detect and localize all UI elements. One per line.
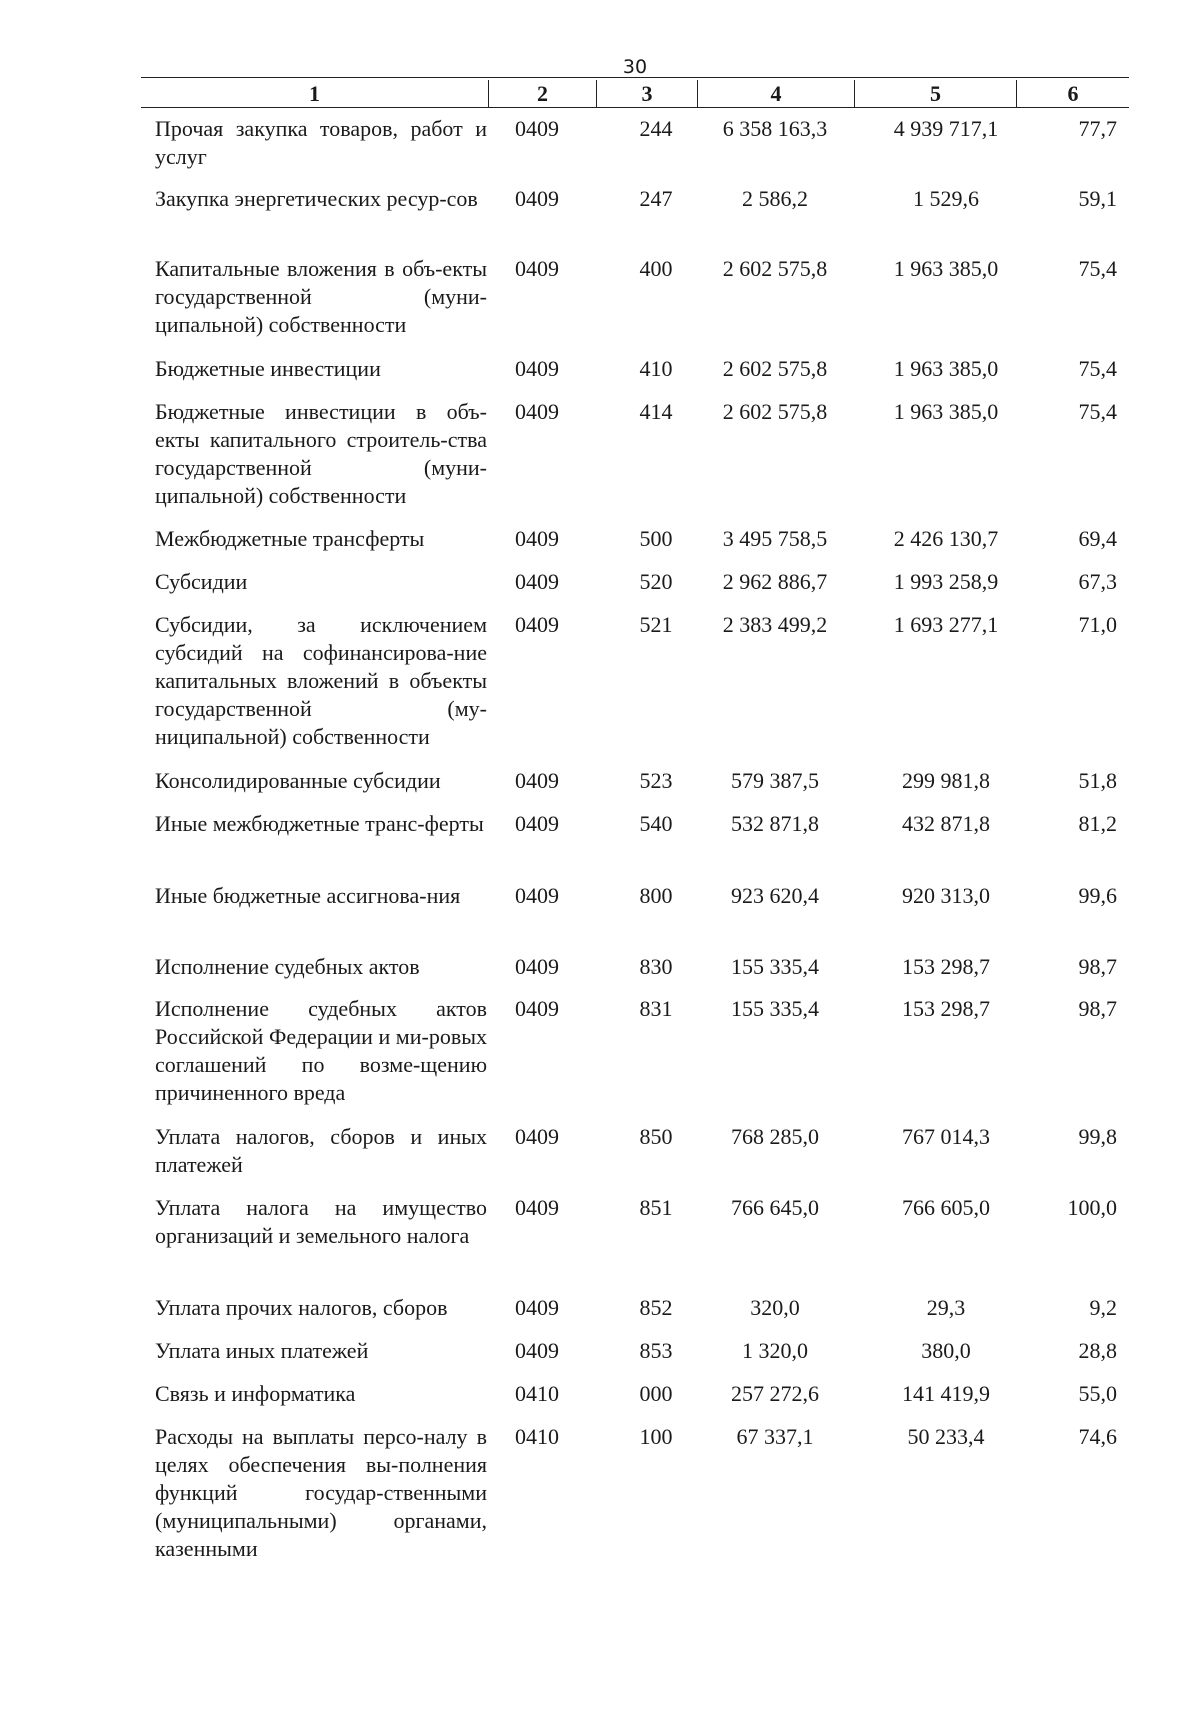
row-plan-value: 155 335,4: [731, 954, 819, 979]
row-plan-value: 532 871,8: [731, 811, 819, 836]
row-fact-value: 153 298,7: [902, 996, 990, 1021]
row-expense-type: 414: [639, 399, 673, 424]
row-expense-type: 500: [639, 526, 673, 551]
row-percent: 98,7: [1078, 996, 1117, 1021]
row-expense-type: 100: [639, 1424, 673, 1449]
row-plan-value: 768 285,0: [731, 1124, 819, 1149]
row-section-code: 0409: [515, 569, 559, 594]
row-section-code: 0409: [515, 1338, 559, 1363]
row-section-code: 0409: [515, 399, 559, 424]
row-percent: 51,8: [1078, 768, 1117, 793]
row-fact-value: 1 529,6: [913, 186, 979, 211]
row-fact-value: 1 693 277,1: [893, 612, 999, 637]
header-col-3: 3: [597, 80, 698, 107]
row-fact-value: 380,0: [921, 1338, 971, 1363]
row-plan-value: 67 337,1: [736, 1424, 814, 1449]
row-fact-value: 50 233,4: [907, 1424, 985, 1449]
row-name: Иные межбюджетные транс-ферты: [155, 811, 484, 836]
row-section-code: 0409: [515, 996, 559, 1021]
row-fact-value: 1 993 258,9: [893, 569, 999, 594]
row-fact-value: 141 419,9: [902, 1381, 990, 1406]
row-percent: 9,2: [1089, 1295, 1117, 1320]
row-plan-value: 257 272,6: [731, 1381, 819, 1406]
row-section-code: 0410: [515, 1424, 559, 1449]
row-expense-type: 523: [639, 768, 673, 793]
row-percent: 99,6: [1078, 883, 1117, 908]
table-header: [141, 80, 1129, 107]
row-expense-type: 850: [639, 1124, 673, 1149]
row-name: Закупка энергетических ресур-сов: [155, 186, 478, 211]
row-plan-value: 6 358 163,3: [722, 116, 828, 141]
row-fact-value: 1 963 385,0: [893, 256, 999, 281]
row-name: Связь и информатика: [155, 1381, 356, 1406]
row-percent: 67,3: [1078, 569, 1117, 594]
row-plan-value: 1 320,0: [742, 1338, 808, 1363]
row-section-code: 0409: [515, 768, 559, 793]
row-section-code: 0409: [515, 186, 559, 211]
row-name: Бюджетные инвестиции в объ-екты капитального строитель-ства государственной (муни-ципальной) собственности: [155, 399, 487, 508]
row-section-code: 0409: [515, 811, 559, 836]
row-name: Межбюджетные трансферты: [155, 526, 425, 551]
row-expense-type: 800: [639, 883, 673, 908]
header-col-2: 2: [489, 80, 597, 107]
row-percent: 100,0: [1067, 1195, 1117, 1220]
row-section-code: 0409: [515, 883, 559, 908]
row-expense-type: 400: [639, 256, 673, 281]
row-plan-value: 2 383 499,2: [722, 612, 828, 637]
row-expense-type: 851: [639, 1195, 673, 1220]
row-section-code: 0409: [515, 256, 559, 281]
row-name: Бюджетные инвестиции: [155, 356, 381, 381]
row-fact-value: 767 014,3: [902, 1124, 990, 1149]
row-fact-value: 299 981,8: [902, 768, 990, 793]
row-fact-value: 153 298,7: [902, 954, 990, 979]
row-percent: 59,1: [1078, 186, 1117, 211]
table-top-rule: [141, 77, 1129, 78]
row-percent: 81,2: [1078, 811, 1117, 836]
row-percent: 55,0: [1078, 1381, 1117, 1406]
row-percent: 69,4: [1078, 526, 1117, 551]
row-name: Уплата прочих налогов, сборов: [155, 1295, 448, 1320]
row-expense-type: 520: [639, 569, 673, 594]
row-fact-value: 432 871,8: [902, 811, 990, 836]
row-section-code: 0409: [515, 116, 559, 141]
row-expense-type: 000: [639, 1381, 673, 1406]
row-section-code: 0409: [515, 612, 559, 637]
row-expense-type: 410: [639, 356, 673, 381]
row-expense-type: 830: [639, 954, 673, 979]
page-number: 30: [622, 56, 648, 78]
row-plan-value: 923 620,4: [731, 883, 819, 908]
row-plan-value: 2 962 886,7: [722, 569, 828, 594]
row-fact-value: 1 963 385,0: [893, 399, 999, 424]
row-expense-type: 540: [639, 811, 673, 836]
row-plan-value: 155 335,4: [731, 996, 819, 1021]
row-fact-value: 2 426 130,7: [893, 526, 999, 551]
row-expense-type: 852: [639, 1295, 673, 1320]
row-expense-type: 244: [639, 116, 673, 141]
row-plan-value: 2 586,2: [742, 186, 808, 211]
row-section-code: 0409: [515, 954, 559, 979]
row-name: Уплата налога на имущество организаций и земельного налога: [155, 1195, 487, 1248]
row-fact-value: 4 939 717,1: [893, 116, 999, 141]
row-plan-value: 2 602 575,8: [722, 356, 828, 381]
row-section-code: 0409: [515, 1295, 559, 1320]
row-name: Капитальные вложения в объ-екты государственной (муни-ципальной) собственности: [155, 256, 487, 337]
row-expense-type: 853: [639, 1338, 673, 1363]
row-name: Расходы на выплаты персо-налу в целях обеспечения вы-полнения функций государ-ственными (муниципальными) органами, казенными: [155, 1424, 487, 1561]
row-expense-type: 247: [639, 186, 673, 211]
row-percent: 75,4: [1078, 256, 1117, 281]
row-fact-value: 766 605,0: [902, 1195, 990, 1220]
row-percent: 99,8: [1078, 1124, 1117, 1149]
header-col-6: 6: [1067, 81, 1079, 106]
row-name: Субсидии: [155, 569, 248, 594]
row-section-code: 0409: [515, 526, 559, 551]
row-name: Субсидии, за исключением субсидий на софинансирова-ние капитальных вложений в объекты государственной (му-ниципальной) собственности: [155, 612, 487, 749]
row-section-code: 0409: [515, 356, 559, 381]
row-name: Консолидированные субсидии: [155, 768, 441, 793]
row-plan-value: 2 602 575,8: [722, 256, 828, 281]
row-section-code: 0409: [515, 1195, 559, 1220]
row-fact-value: 920 313,0: [902, 883, 990, 908]
row-plan-value: 3 495 758,5: [722, 526, 828, 551]
row-plan-value: 320,0: [750, 1295, 800, 1320]
row-percent: 75,4: [1078, 356, 1117, 381]
row-plan-value: 766 645,0: [731, 1195, 819, 1220]
row-percent: 71,0: [1078, 612, 1117, 637]
header-col-1: 1: [141, 80, 489, 107]
row-section-code: 0410: [515, 1381, 559, 1406]
row-name: Уплата налогов, сборов и иных платежей: [155, 1124, 487, 1177]
row-plan-value: 2 602 575,8: [722, 399, 828, 424]
row-percent: 74,6: [1078, 1424, 1117, 1449]
row-fact-value: 29,3: [926, 1295, 966, 1320]
row-section-code: 0409: [515, 1124, 559, 1149]
row-name: Уплата иных платежей: [155, 1338, 369, 1363]
header-bottom-rule: [141, 107, 1129, 108]
header-col-4: 4: [698, 80, 855, 107]
row-name: Исполнение судебных актов Российской Федерации и ми-ровых соглашений по возме-щению причиненного вреда: [155, 996, 487, 1105]
row-fact-value: 1 963 385,0: [893, 356, 999, 381]
row-percent: 98,7: [1078, 954, 1117, 979]
row-percent: 28,8: [1078, 1338, 1117, 1363]
row-expense-type: 521: [639, 612, 673, 637]
row-percent: 77,7: [1078, 116, 1117, 141]
row-name: Прочая закупка товаров, работ и услуг: [155, 116, 487, 169]
row-name: Иные бюджетные ассигнова-ния: [155, 883, 461, 908]
row-name: Исполнение судебных актов: [155, 954, 420, 979]
row-percent: 75,4: [1078, 399, 1117, 424]
row-expense-type: 831: [639, 996, 673, 1021]
row-plan-value: 579 387,5: [731, 768, 819, 793]
header-col-5: 5: [855, 80, 1017, 107]
